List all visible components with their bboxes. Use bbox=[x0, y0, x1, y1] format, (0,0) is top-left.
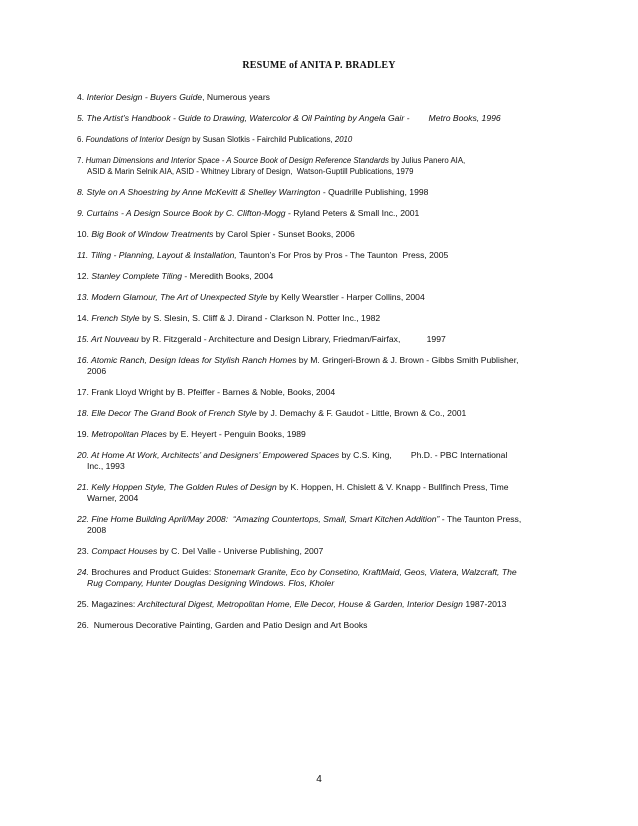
italic-text: French Style bbox=[91, 313, 140, 323]
text-segment: - Quadrille Publishing, 1998 bbox=[320, 187, 429, 197]
text-segment: 1987-2013 bbox=[462, 599, 507, 609]
list-item bbox=[77, 450, 573, 472]
text-segment: Inc., 1993 bbox=[87, 461, 125, 471]
italic-text: 11. Tiling - Planning, Layout & Installation, bbox=[77, 250, 237, 260]
resume-title: RESUME of ANITA P. BRADLEY bbox=[242, 60, 396, 71]
italic-text: 15. Art Nouveau bbox=[77, 334, 139, 344]
text-segment: by Susan Slotkis - Fairchild Publications, bbox=[190, 135, 335, 144]
italic-text: 22. Fine Home Building April/May 2008: “Amazing Countertops, Small, Smart Kitchen Addition” bbox=[77, 514, 440, 524]
list-item bbox=[77, 546, 573, 557]
list-item bbox=[77, 567, 573, 589]
text-segment: Warner, 2004 bbox=[87, 493, 139, 503]
list-item bbox=[77, 387, 573, 398]
page-number: 4 bbox=[316, 774, 322, 785]
text-segment: Brochures and Product Guides: bbox=[91, 567, 214, 577]
text-segment: 12. bbox=[77, 271, 92, 281]
list-item bbox=[77, 134, 573, 145]
text-segment: 7. bbox=[77, 156, 86, 165]
text-segment: by E. Heyert - Penguin Books, 1989 bbox=[166, 429, 306, 439]
text-segment: by R. Fitzgerald - Architecture and Design Library, Friedman/Fairfax, 1997 bbox=[138, 334, 446, 344]
list-item bbox=[77, 155, 573, 177]
italic-text: 16. Atomic Ranch, Design Ideas for Stylish Ranch Homes bbox=[77, 355, 297, 365]
italic-text: 2010 bbox=[334, 135, 353, 144]
text-segment: by Julius Panero AIA, bbox=[388, 156, 466, 165]
text-segment: , Numerous years bbox=[202, 92, 270, 102]
text-segment: 17. Frank Lloyd Wright by B. Pfeiffer - Barnes & Noble, Books, 2004 bbox=[77, 387, 336, 397]
list-item bbox=[77, 187, 573, 198]
italic-text: Metropolitan Places bbox=[91, 429, 167, 439]
text-segment: 14. bbox=[77, 313, 92, 323]
list-item bbox=[77, 620, 573, 631]
text-segment: 2006 bbox=[87, 366, 107, 376]
list-item bbox=[77, 514, 573, 536]
text-segment: - Meredith Books, 2004 bbox=[182, 271, 274, 281]
italic-text: Stanley Complete Tiling bbox=[91, 271, 183, 281]
text-segment: - The Taunton Press, bbox=[439, 514, 522, 524]
text-segment: 2008 bbox=[87, 525, 107, 535]
list-item bbox=[77, 334, 573, 345]
italic-text: 21. Kelly Hoppen Style, The Golden Rules of Design bbox=[77, 482, 277, 492]
text-segment: by K. Hoppen, H. Chislett & V. Knapp - Bullfinch Press, Time bbox=[276, 482, 509, 492]
text-segment: 4. bbox=[77, 92, 87, 102]
list-item bbox=[77, 482, 573, 504]
list-item bbox=[77, 355, 573, 377]
list-item bbox=[77, 113, 573, 124]
list-item bbox=[77, 429, 573, 440]
list-item bbox=[77, 271, 573, 282]
italic-text: Big Book of Window Treatments bbox=[91, 229, 214, 239]
list-item bbox=[77, 92, 573, 103]
italic-text: 8. Style on A Shoestring by Anne McKevitt & Shelley Warrington bbox=[77, 187, 321, 197]
italic-text: 5. The Artist’s Handbook - Guide to Drawing, Watercolor & Oil Painting by Angela Gair - Metro Books, 1996 bbox=[77, 113, 501, 123]
list-item bbox=[77, 229, 573, 240]
text-segment: by C. Del Valle - Universe Publishing, 2007 bbox=[157, 546, 324, 556]
text-segment: Taunton’s For Pros by Pros - The Taunton Press, 2005 bbox=[236, 250, 449, 260]
text-segment: by Carol Spier - Sunset Books, 2006 bbox=[213, 229, 355, 239]
list-item bbox=[77, 599, 573, 610]
italic-text: Architectural Digest, Metropolitan Home, Elle Decor, House & Garden, Interior Design bbox=[137, 599, 463, 609]
italic-text: Human Dimensions and Interior Space - A Source Book of Design Reference Standards bbox=[85, 156, 389, 165]
text-segment: 25. Magazines: bbox=[77, 599, 138, 609]
bibliography-list bbox=[77, 92, 573, 631]
italic-text: 13. Modern Glamour, The Art of Unexpected Style bbox=[77, 292, 268, 302]
italic-text: 20. At Home At Work, Architects’ and Designers’ Empowered Spaces bbox=[77, 450, 340, 460]
list-item bbox=[77, 250, 573, 261]
italic-text: Rug Company, Hunter Douglas Designing Windows. Flos, Kholer bbox=[87, 578, 335, 588]
text-segment: 26. Numerous Decorative Painting, Garden and Patio Design and Art Books bbox=[77, 620, 368, 630]
italic-text: Stonemark Granite, Eco by Consetino, KraftMaid, Geos, Viatera, Walzcraft, The bbox=[213, 567, 517, 577]
italic-text: 24. bbox=[77, 567, 92, 577]
text-segment: ASID & Marin Selnik AIA, ASID - Whitney Library of Design, Watson-Guptill Publications, 1979 bbox=[87, 167, 414, 176]
text-segment: 23. bbox=[77, 546, 92, 556]
text-segment: by Kelly Wearstler - Harper Collins, 2004 bbox=[267, 292, 425, 302]
list-item bbox=[77, 292, 573, 303]
text-segment: by C.S. King, Ph.D. - PBC International bbox=[339, 450, 508, 460]
italic-text: 18. Elle Decor The Grand Book of French Style bbox=[77, 408, 257, 418]
text-segment: by S. Slesin, S. Cliff & J. Dirand - Clarkson N. Potter Inc., 1982 bbox=[139, 313, 381, 323]
text-segment: 10. bbox=[77, 229, 92, 239]
italic-text: Interior Design - Buyers Guide bbox=[86, 92, 203, 102]
italic-text: Compact Houses bbox=[91, 546, 158, 556]
list-item bbox=[77, 313, 573, 324]
text-segment: by M. Gringeri-Brown & J. Brown - Gibbs Smith Publisher, bbox=[296, 355, 519, 365]
list-item bbox=[77, 208, 573, 219]
text-segment: by J. Demachy & F. Gaudot - Little, Brown & Co., 2001 bbox=[256, 408, 467, 418]
italic-text: 9. Curtains - A Design Source Book by C. Clifton-Mogg bbox=[77, 208, 286, 218]
list-item bbox=[77, 408, 573, 419]
text-segment: 6. bbox=[77, 135, 86, 144]
text-segment: 19. bbox=[77, 429, 92, 439]
text-segment: - Ryland Peters & Small Inc., 2001 bbox=[285, 208, 420, 218]
italic-text: Foundations of Interior Design bbox=[85, 135, 191, 144]
